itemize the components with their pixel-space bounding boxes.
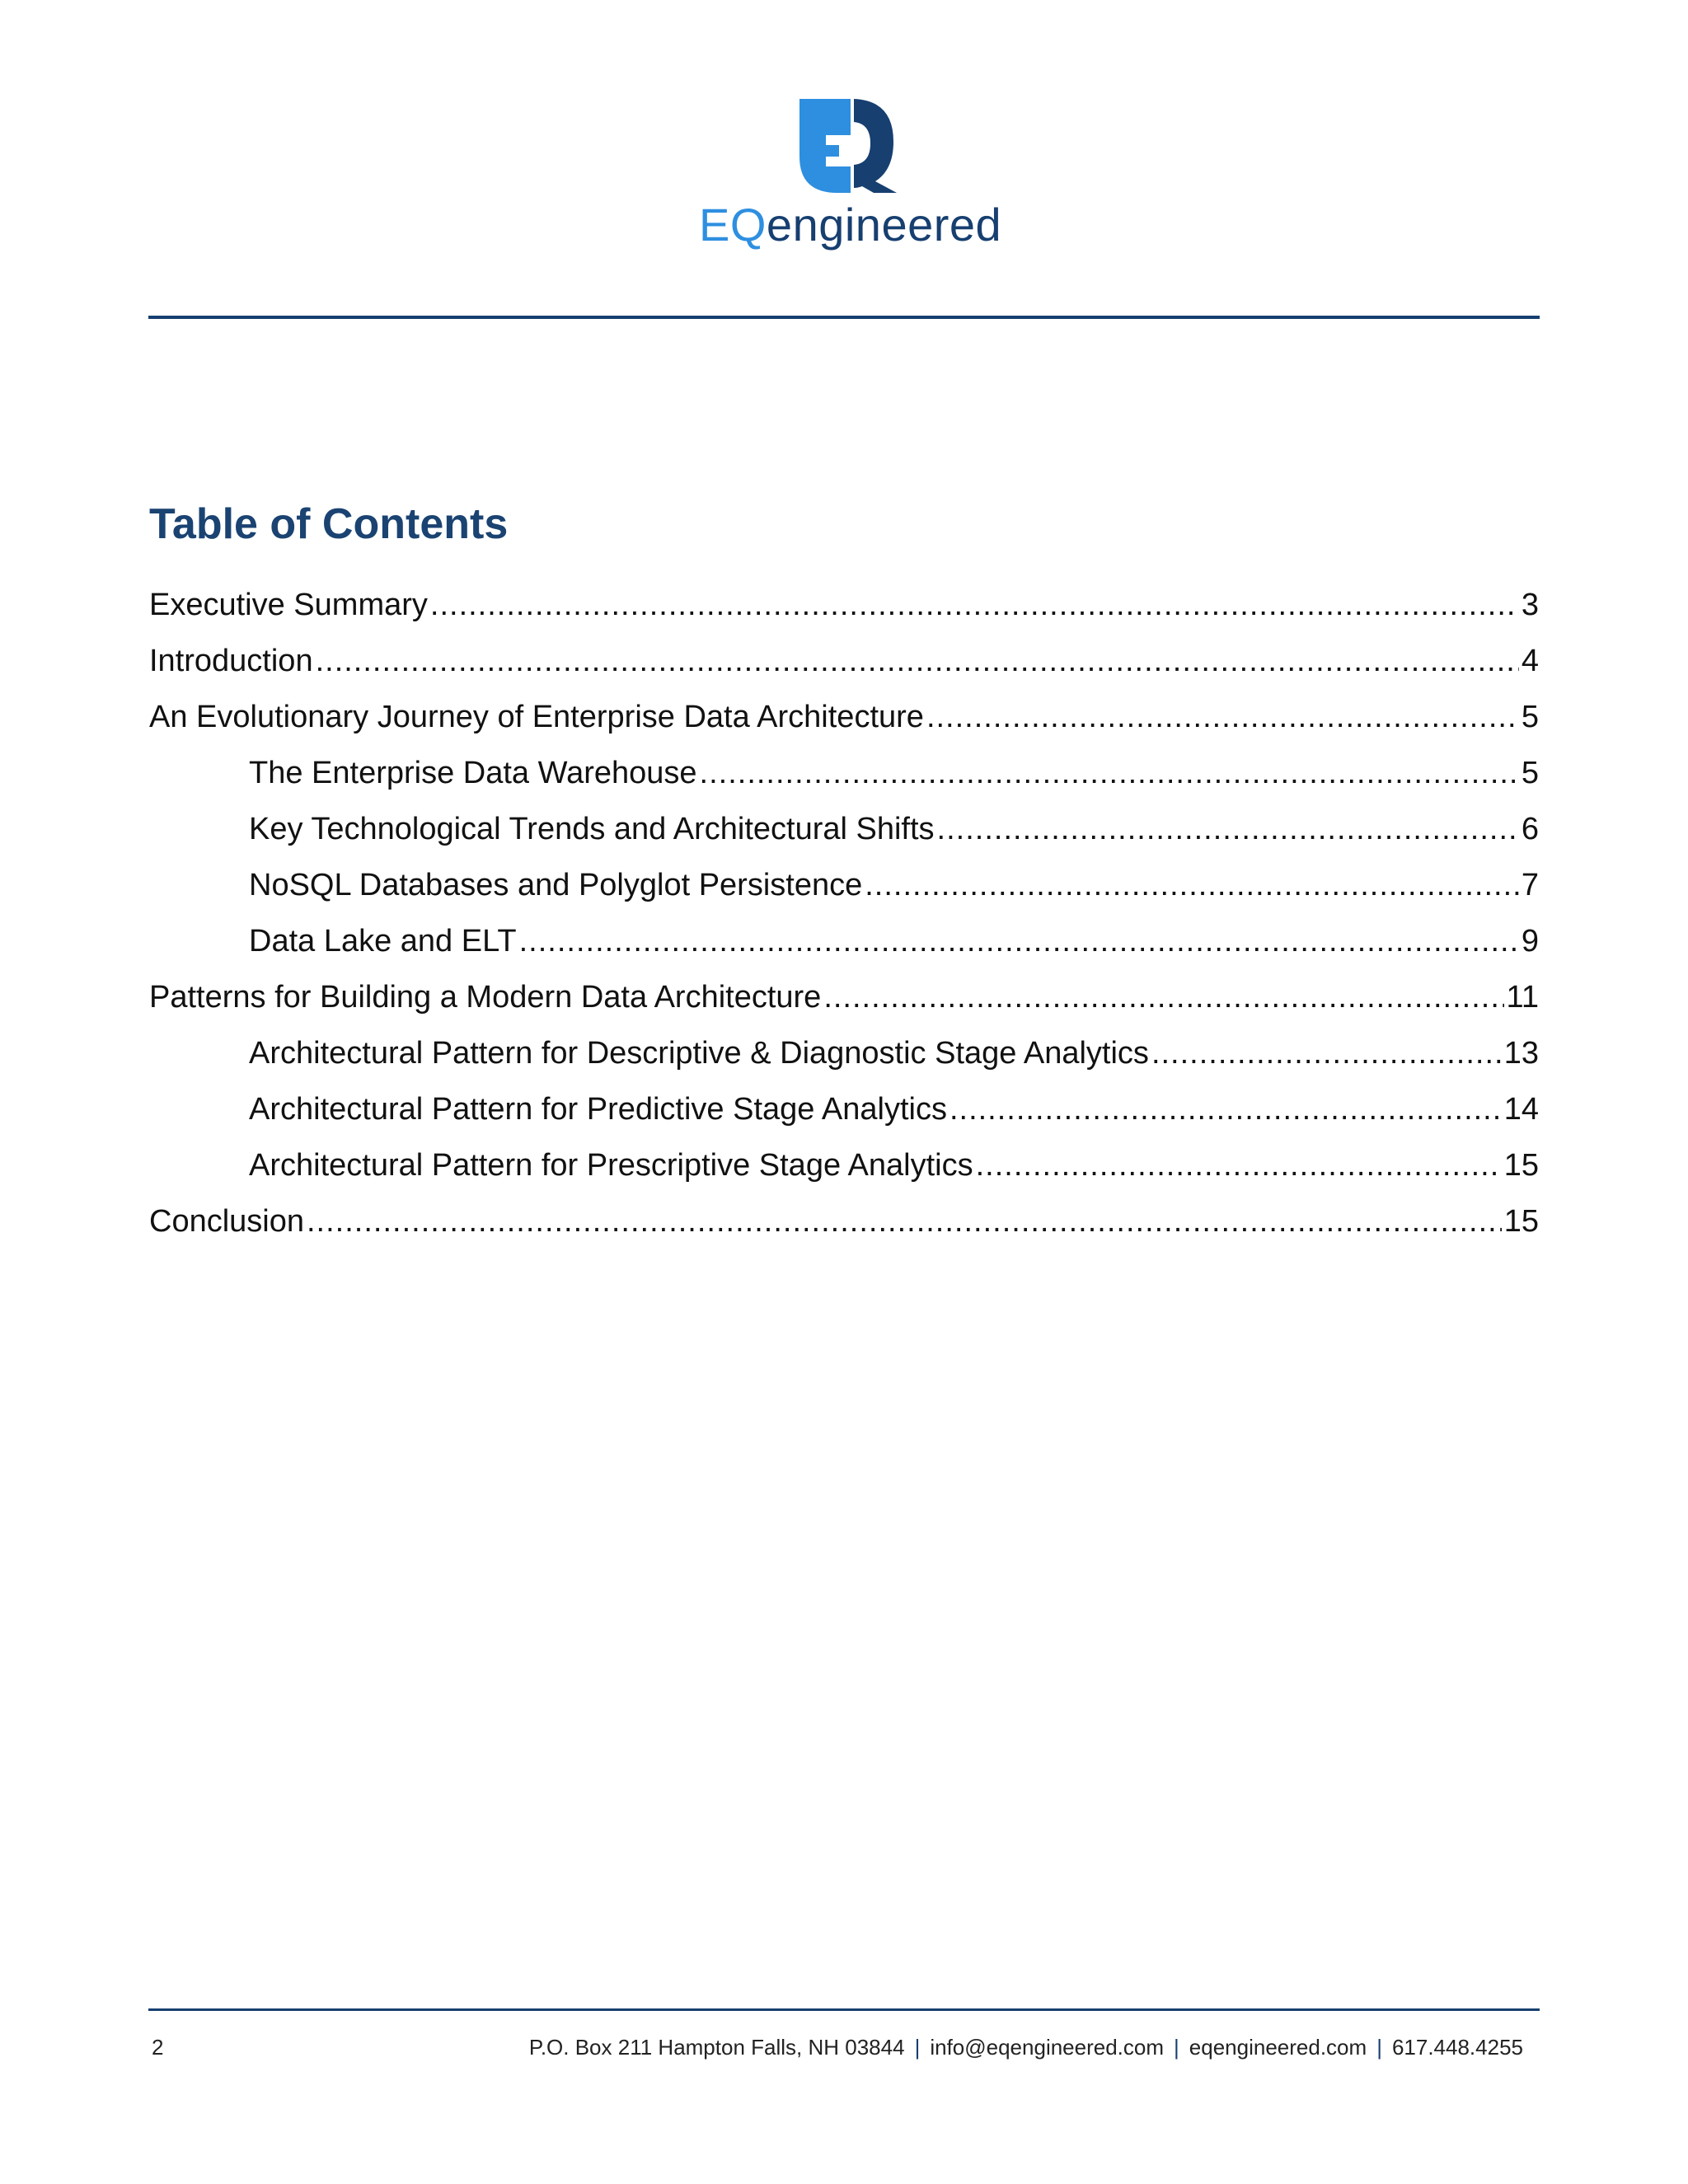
toc-entry-title: Key Technological Trends and Architectural Shifts: [249, 812, 935, 846]
toc-entry-page: 5: [1521, 756, 1539, 790]
toc-dot-leader: [976, 1137, 1502, 1193]
toc-entry-page: 15: [1503, 1148, 1539, 1183]
footer-divider: [148, 2008, 1540, 2011]
page-footer: [152, 2031, 1523, 2064]
toc-subentry[interactable]: [149, 801, 1539, 857]
footer-phone: 617.448.4255: [1391, 2035, 1523, 2060]
logo-wordmark: [699, 196, 1002, 254]
toc-entry-page: 15: [1503, 1204, 1539, 1239]
eq-logo-icon: [796, 99, 900, 194]
toc-entry-title: An Evolutionary Journey of Enterprise Data Architecture: [149, 700, 924, 734]
toc-entry-title: Architectural Pattern for Descriptive & Diagnostic Stage Analytics: [249, 1036, 1149, 1071]
toc-entry-title: The Enterprise Data Warehouse: [249, 756, 697, 790]
toc-dot-leader: [1151, 1025, 1502, 1081]
toc-entry-title: Architectural Pattern for Predictive Stage Analytics: [249, 1092, 947, 1127]
toc-subentry[interactable]: [149, 1081, 1539, 1137]
toc-entry-page: 3: [1521, 588, 1539, 622]
footer-email-link[interactable]: info@eqengineered.com: [930, 2035, 1165, 2060]
toc-entry-page: 13: [1503, 1036, 1539, 1071]
toc-entry-title: Conclusion: [149, 1204, 304, 1239]
toc-entry-title: Architectural Pattern for Prescriptive Stage Analytics: [249, 1148, 973, 1183]
toc-entry[interactable]: [149, 1193, 1539, 1249]
toc-entry-title: Introduction: [149, 644, 313, 678]
toc-entry-title: NoSQL Databases and Polyglot Persistence: [249, 868, 863, 902]
toc-entry-page: 11: [1506, 980, 1539, 1015]
toc-entry[interactable]: [149, 633, 1539, 689]
toc-dot-leader: [823, 969, 1503, 1025]
toc-entry-page: 5: [1521, 700, 1539, 734]
toc-dot-leader: [950, 1081, 1502, 1137]
page-number: 2: [152, 2035, 164, 2060]
toc-subentry[interactable]: [149, 1137, 1539, 1193]
toc-entry-title: Data Lake and ELT: [249, 924, 517, 958]
toc-entry[interactable]: [149, 689, 1539, 745]
logo-wordmark-eq: EQ: [699, 199, 767, 251]
toc-entry-title: Patterns for Building a Modern Data Architecture: [149, 980, 822, 1015]
toc-dot-leader: [307, 1193, 1502, 1249]
toc-dot-leader: [519, 913, 1519, 969]
toc-dot-leader: [937, 801, 1519, 857]
toc-dot-leader: [926, 689, 1519, 745]
toc-subentry[interactable]: [149, 1025, 1539, 1081]
toc-dot-leader: [865, 857, 1519, 913]
toc-subentry[interactable]: [149, 745, 1539, 801]
toc-entry-title: Executive Summary: [149, 588, 428, 622]
toc-subentry[interactable]: [149, 913, 1539, 969]
toc-entry-page: 7: [1521, 868, 1539, 902]
company-logo: [699, 99, 1002, 255]
page-title: Table of Contents: [149, 500, 509, 548]
toc-entry-page: 6: [1521, 812, 1539, 846]
toc-dot-leader: [430, 577, 1519, 633]
toc-dot-leader: [316, 633, 1519, 689]
footer-separator: |: [1174, 2035, 1179, 2060]
logo-wordmark-engineered: engineered: [766, 199, 1002, 251]
toc-subentry[interactable]: [149, 857, 1539, 913]
toc-entry-page: 4: [1521, 644, 1539, 678]
footer-website-link[interactable]: eqengineered.com: [1189, 2035, 1367, 2060]
toc-entry-page: 9: [1521, 924, 1539, 958]
footer-address: P.O. Box 211 Hampton Falls, NH 03844: [528, 2035, 905, 2060]
toc-entry[interactable]: [149, 577, 1539, 633]
footer-separator: |: [914, 2035, 921, 2060]
footer-contact: [529, 2031, 1523, 2064]
toc-entry-page: 14: [1503, 1092, 1539, 1127]
footer-separator: |: [1376, 2035, 1382, 2060]
toc-entry[interactable]: [149, 969, 1539, 1025]
toc-list: [149, 577, 1539, 1249]
header-divider: [148, 316, 1540, 319]
toc-dot-leader: [700, 745, 1519, 801]
